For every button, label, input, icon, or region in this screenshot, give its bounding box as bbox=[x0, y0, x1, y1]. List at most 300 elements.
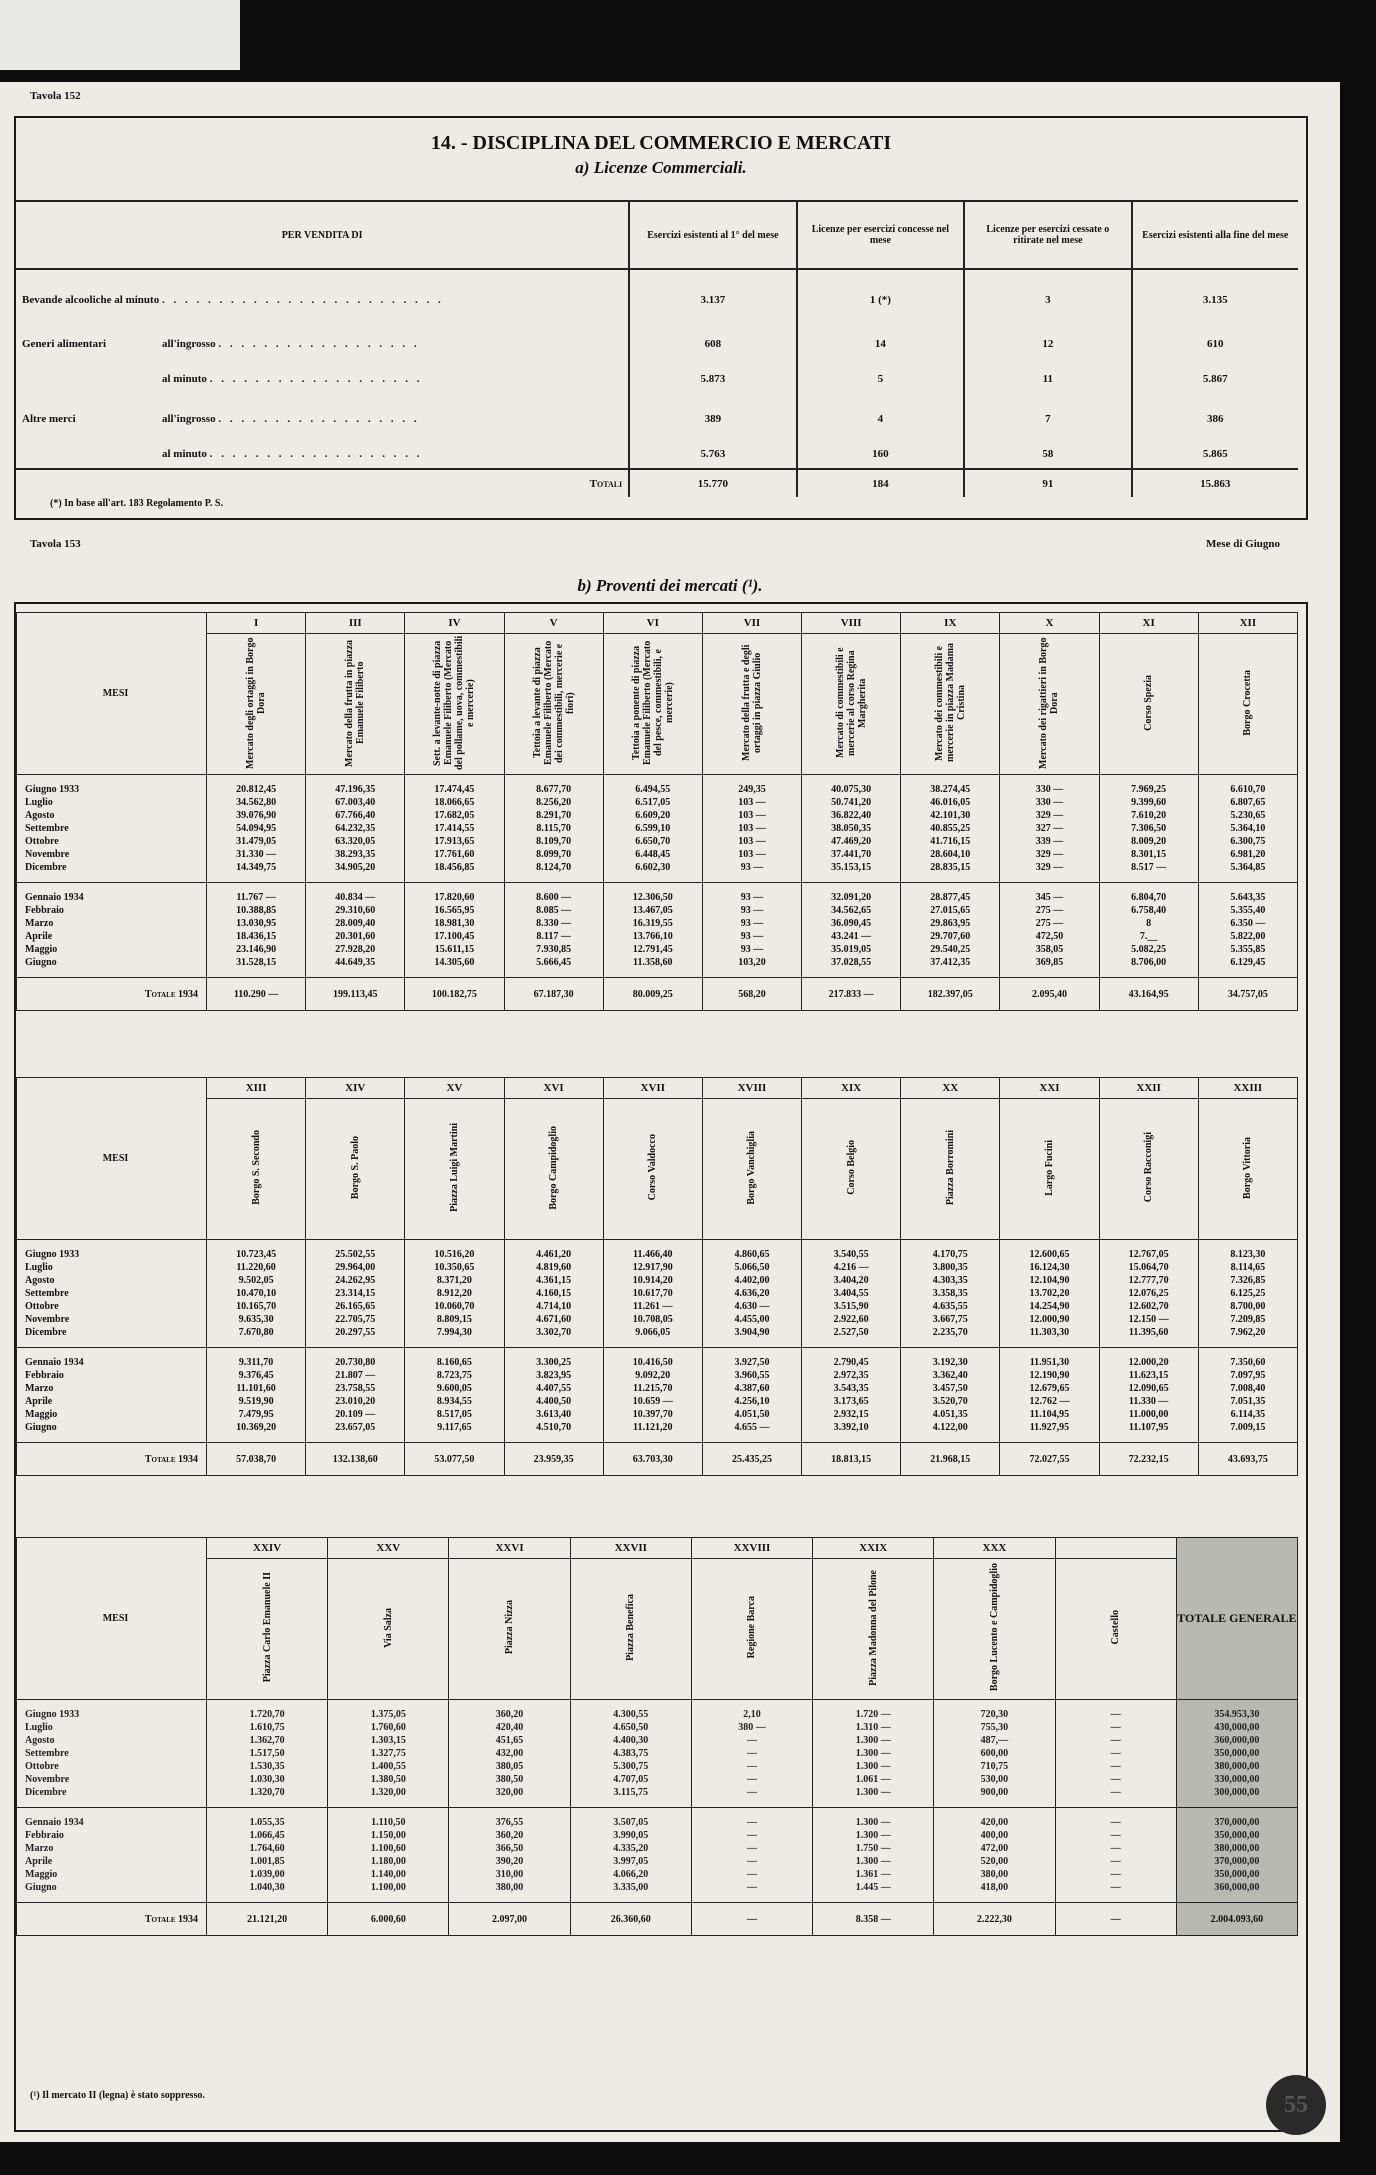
value-cell: 5.666,45 bbox=[536, 957, 572, 968]
value-cell: 720,30 bbox=[980, 1709, 1009, 1720]
market-number: XIX bbox=[802, 1078, 901, 1099]
value-cell: 1.039,00 bbox=[249, 1869, 285, 1880]
value-cell: 2,10 bbox=[743, 1709, 761, 1720]
value-cell: 103 — bbox=[738, 797, 766, 808]
market-number: VIII bbox=[802, 613, 901, 634]
cell: 5 bbox=[797, 359, 965, 399]
value-cell: 3.335,00 bbox=[613, 1882, 649, 1893]
cell: 15.770 bbox=[629, 469, 796, 497]
value-cell: 38.050,35 bbox=[831, 823, 872, 834]
value-cell: 4.636,20 bbox=[734, 1288, 770, 1299]
value-cell: 17.820,60 bbox=[434, 892, 475, 903]
value-cell: 21.807 — bbox=[335, 1370, 376, 1381]
value-cell: 8.114,65 bbox=[1230, 1262, 1266, 1273]
value-cell: 4.461,20 bbox=[536, 1249, 572, 1260]
value-cell: 28.835,15 bbox=[930, 862, 971, 873]
value-cell: 8.256,20 bbox=[536, 797, 572, 808]
value-cell: 28.604,10 bbox=[930, 849, 971, 860]
value-cell: 3.507,05 bbox=[613, 1817, 649, 1828]
market-name: Mercato degli ortaggi in Borgo Dora bbox=[207, 634, 306, 775]
total-cell: 63.703,30 bbox=[603, 1443, 702, 1476]
month-label: Febbraio bbox=[25, 905, 64, 916]
value-cell: 4.407,55 bbox=[536, 1383, 572, 1394]
value-column bbox=[603, 883, 702, 978]
market-number: I bbox=[207, 613, 306, 634]
value-cell: 64.232,35 bbox=[335, 823, 376, 834]
value-cell: 11.951,30 bbox=[1029, 1357, 1070, 1368]
value-cell: 8.809,15 bbox=[436, 1314, 472, 1325]
market-number: XVII bbox=[603, 1078, 702, 1099]
total-cell: 34.757,05 bbox=[1198, 978, 1297, 1011]
month-label: Gennaio 1934 bbox=[25, 892, 84, 903]
value-column bbox=[504, 883, 603, 978]
cell: 160 bbox=[797, 439, 965, 469]
value-cell: 13.467,05 bbox=[632, 905, 673, 916]
value-cell: 8.009,20 bbox=[1131, 836, 1167, 847]
market-name: Corso Belgio bbox=[802, 1099, 901, 1240]
value-cell: 710,75 bbox=[980, 1761, 1009, 1772]
value-column bbox=[1099, 1240, 1198, 1348]
value-column bbox=[405, 775, 504, 883]
cell: 5.867 bbox=[1132, 359, 1298, 399]
month-list bbox=[17, 1808, 207, 1903]
month-label: Marzo bbox=[25, 1843, 54, 1854]
value-cell: 5.355,40 bbox=[1230, 905, 1266, 916]
market-name: Corso Spezia bbox=[1099, 634, 1198, 775]
value-cell: 360,20 bbox=[495, 1709, 524, 1720]
total-cell: 72.232,15 bbox=[1099, 1443, 1198, 1476]
value-cell: 34.562,65 bbox=[831, 905, 872, 916]
value-cell: 329 — bbox=[1035, 862, 1064, 873]
value-cell: 5.066,50 bbox=[734, 1262, 770, 1273]
value-column bbox=[306, 1348, 405, 1443]
month-label: Novembre bbox=[25, 849, 70, 860]
value-cell: 1.140,00 bbox=[370, 1869, 406, 1880]
value-cell: 4.630 — bbox=[734, 1301, 770, 1312]
market-number: XXV bbox=[328, 1538, 449, 1559]
value-cell: 345 — bbox=[1035, 892, 1064, 903]
value-cell: 5.822,00 bbox=[1230, 931, 1266, 942]
value-cell: 28.009,40 bbox=[335, 918, 376, 929]
value-cell: 9.066,05 bbox=[635, 1327, 671, 1338]
value-cell: 8.723,75 bbox=[436, 1370, 472, 1381]
value-cell: 380,000,00 bbox=[1214, 1761, 1260, 1772]
total-cell: 110.290 — bbox=[207, 978, 306, 1011]
value-cell: 14.349,75 bbox=[236, 862, 277, 873]
value-cell: 380,00 bbox=[495, 1882, 524, 1893]
value-cell: 6.125,25 bbox=[1230, 1288, 1266, 1299]
value-cell: — bbox=[1110, 1869, 1121, 1880]
market-number: XXVIII bbox=[691, 1538, 812, 1559]
value-cell: 8.371,20 bbox=[436, 1275, 472, 1286]
value-cell: 29.863,95 bbox=[930, 918, 971, 929]
total-cell: 8.358 — bbox=[813, 1903, 934, 1936]
market-name: Borgo Campidoglio bbox=[504, 1099, 603, 1240]
total-cell: 132.138,60 bbox=[306, 1443, 405, 1476]
cell: 58 bbox=[964, 439, 1131, 469]
value-cell: 9.399,60 bbox=[1131, 797, 1167, 808]
value-cell: 11.261 — bbox=[633, 1301, 673, 1312]
cell: 184 bbox=[797, 469, 965, 497]
market-number: XII bbox=[1198, 613, 1297, 634]
market-name: Corso Valdocco bbox=[603, 1099, 702, 1240]
value-cell: 2.790,45 bbox=[833, 1357, 869, 1368]
value-cell: 1.362,70 bbox=[249, 1735, 285, 1746]
totale-generale-total: 2.004.093,60 bbox=[1176, 1903, 1297, 1936]
value-cell: 600,00 bbox=[980, 1748, 1009, 1759]
value-cell: — bbox=[746, 1817, 757, 1828]
value-cell: 13.030,95 bbox=[236, 918, 277, 929]
value-cell: 10.165,70 bbox=[236, 1301, 277, 1312]
value-cell: 67.766,40 bbox=[335, 810, 376, 821]
value-cell: 14.254,90 bbox=[1029, 1301, 1070, 1312]
market-name: Borgo Vittoria bbox=[1198, 1099, 1297, 1240]
value-cell: 38.274,45 bbox=[930, 784, 971, 795]
value-cell: 67.003,40 bbox=[335, 797, 376, 808]
value-cell: 3.997,05 bbox=[613, 1856, 649, 1867]
market-name: Mercato della frutta e degli ortaggi in piazza Giulio bbox=[702, 634, 801, 775]
value-cell: 11.215,70 bbox=[633, 1383, 673, 1394]
scan-margin bbox=[0, 0, 240, 70]
value-cell: 3.960,55 bbox=[734, 1370, 770, 1381]
value-cell: — bbox=[746, 1735, 757, 1746]
month-label: Luglio bbox=[25, 1722, 53, 1733]
value-cell: 10.060,70 bbox=[434, 1301, 475, 1312]
value-cell: 275 — bbox=[1035, 918, 1064, 929]
cell: 5.865 bbox=[1132, 439, 1298, 469]
value-cell: 4.051,50 bbox=[734, 1409, 770, 1420]
value-cell: 7.097,95 bbox=[1230, 1370, 1266, 1381]
value-cell: 12.000,20 bbox=[1128, 1357, 1169, 1368]
market-name: Mercato dei rigattieri in Borgo Dora bbox=[1000, 634, 1099, 775]
market-name: Mercato della frutta in piazza Emanuele Filiberto bbox=[306, 634, 405, 775]
market-number: XXI bbox=[1000, 1078, 1099, 1099]
value-cell: 10.914,20 bbox=[632, 1275, 673, 1286]
value-cell: 3.358,35 bbox=[932, 1288, 968, 1299]
value-cell: 8.085 — bbox=[536, 905, 572, 916]
value-cell: 432,00 bbox=[495, 1748, 524, 1759]
cell: 4 bbox=[797, 399, 965, 439]
value-cell: 1.517,50 bbox=[249, 1748, 285, 1759]
market-number: VII bbox=[702, 613, 801, 634]
value-cell: 9.600,05 bbox=[436, 1383, 472, 1394]
value-cell: 8.115,70 bbox=[536, 823, 571, 834]
value-cell: 3.457,50 bbox=[932, 1383, 968, 1394]
total-cell: 2.095,40 bbox=[1000, 978, 1099, 1011]
value-column bbox=[207, 1700, 328, 1808]
total-cell: 21.968,15 bbox=[901, 1443, 1000, 1476]
value-column bbox=[603, 775, 702, 883]
value-cell: 310,00 bbox=[495, 1869, 524, 1880]
month-label: Giugno 1933 bbox=[25, 784, 80, 795]
value-column bbox=[207, 1240, 306, 1348]
value-cell: 8.517,05 bbox=[436, 1409, 472, 1420]
cell: 7 bbox=[964, 399, 1131, 439]
total-cell: 53.077,50 bbox=[405, 1443, 504, 1476]
value-cell: 17.761,60 bbox=[434, 849, 475, 860]
value-cell: 12.104,90 bbox=[1029, 1275, 1070, 1286]
value-cell: 3.404,20 bbox=[833, 1275, 869, 1286]
cell: 3 bbox=[964, 269, 1131, 329]
value-cell: 1.764,60 bbox=[249, 1843, 285, 1854]
value-cell: 46.016,05 bbox=[930, 797, 971, 808]
value-cell: 17.682,05 bbox=[434, 810, 475, 821]
market-number: XXII bbox=[1099, 1078, 1198, 1099]
value-cell: 3.515,90 bbox=[833, 1301, 869, 1312]
market-number: XVI bbox=[504, 1078, 603, 1099]
value-cell: 10.708,05 bbox=[632, 1314, 673, 1325]
value-cell: 93 — bbox=[740, 862, 764, 873]
value-cell: 380,05 bbox=[495, 1761, 524, 1772]
month-label: Giugno bbox=[25, 1882, 57, 1893]
cell: 608 bbox=[629, 329, 796, 359]
value-cell: 17.414,55 bbox=[434, 823, 475, 834]
value-cell: 4.335,20 bbox=[613, 1843, 649, 1854]
value-cell: 5.355,85 bbox=[1230, 944, 1266, 955]
footnote-mercato: (¹) Il mercato II (legna) è stato soppresso. bbox=[30, 2090, 205, 2101]
value-cell: 900,00 bbox=[980, 1787, 1009, 1798]
value-cell: 93 — bbox=[740, 892, 764, 903]
value-column bbox=[901, 1348, 1000, 1443]
market-name: Borgo S. Paolo bbox=[306, 1099, 405, 1240]
value-cell: — bbox=[1110, 1748, 1121, 1759]
value-cell: 358,05 bbox=[1035, 944, 1064, 955]
value-cell: 6.448,45 bbox=[635, 849, 671, 860]
month-label: Agosto bbox=[25, 1275, 55, 1286]
value-cell: 4.455,00 bbox=[734, 1314, 770, 1325]
value-cell: 12.917,90 bbox=[632, 1262, 673, 1273]
month-label: Giugno bbox=[25, 1422, 57, 1433]
month-label: Maggio bbox=[25, 1869, 58, 1880]
total-cell: 43.164,95 bbox=[1099, 978, 1198, 1011]
value-cell: 10.350,65 bbox=[434, 1262, 475, 1273]
value-cell: 40.075,30 bbox=[831, 784, 872, 795]
col-header: Licenze per esercizi concesse nel mese bbox=[797, 201, 965, 269]
value-cell: 1.001,85 bbox=[249, 1856, 285, 1867]
value-cell: 31.330 — bbox=[236, 849, 277, 860]
value-cell: 7.051,35 bbox=[1230, 1396, 1266, 1407]
value-cell: 3.823,95 bbox=[536, 1370, 572, 1381]
value-cell: — bbox=[746, 1882, 757, 1893]
value-cell: 1.150,00 bbox=[370, 1830, 406, 1841]
cell: 15.863 bbox=[1132, 469, 1298, 497]
value-cell: 369,85 bbox=[1035, 957, 1064, 968]
value-cell: 1.300 — bbox=[855, 1748, 891, 1759]
month-list bbox=[17, 1348, 207, 1443]
value-column bbox=[1000, 1348, 1099, 1443]
value-cell: — bbox=[1110, 1774, 1121, 1785]
value-cell: 23.657,05 bbox=[335, 1422, 376, 1433]
totale-generale-header: TOTALE GENERALE bbox=[1176, 1538, 1297, 1700]
value-cell: 12.306,50 bbox=[632, 892, 673, 903]
value-cell: — bbox=[1110, 1817, 1121, 1828]
value-column bbox=[405, 1348, 504, 1443]
licenze-table bbox=[16, 200, 1298, 497]
market-name: Piazza Benefica bbox=[570, 1559, 691, 1700]
cell: 3.137 bbox=[629, 269, 796, 329]
value-cell: 11.623,15 bbox=[1128, 1370, 1169, 1381]
value-cell: 11.927,95 bbox=[1029, 1422, 1070, 1433]
cell: 14 bbox=[797, 329, 965, 359]
value-column bbox=[802, 1348, 901, 1443]
value-cell: 15.064,70 bbox=[1128, 1262, 1169, 1273]
month-label: Marzo bbox=[25, 1383, 54, 1394]
month-label: Agosto bbox=[25, 810, 55, 821]
value-cell: 400,00 bbox=[980, 1830, 1009, 1841]
value-cell: 31.528,15 bbox=[236, 957, 277, 968]
value-cell: 8.912,20 bbox=[436, 1288, 472, 1299]
section-title: 14. - DISCIPLINA DEL COMMERCIO E MERCATI bbox=[430, 132, 892, 154]
cell: 91 bbox=[964, 469, 1131, 497]
value-cell: 8.160,65 bbox=[436, 1357, 472, 1368]
value-cell: 330 — bbox=[1035, 784, 1064, 795]
value-cell: 275 — bbox=[1035, 905, 1064, 916]
value-cell: — bbox=[1110, 1735, 1121, 1746]
value-cell: 360,20 bbox=[495, 1830, 524, 1841]
value-cell: 13.702,20 bbox=[1029, 1288, 1070, 1299]
value-cell: 16.124,30 bbox=[1029, 1262, 1070, 1273]
totale-generale-column bbox=[1176, 1808, 1297, 1903]
value-cell: 25.502,55 bbox=[335, 1249, 376, 1260]
value-cell: 1.300 — bbox=[855, 1830, 891, 1841]
value-cell: 37.028,55 bbox=[831, 957, 872, 968]
value-cell: 10.723,45 bbox=[236, 1249, 277, 1260]
value-cell: — bbox=[746, 1774, 757, 1785]
value-cell: 366,50 bbox=[495, 1843, 524, 1854]
value-cell: 370,000,00 bbox=[1214, 1817, 1260, 1828]
value-cell: 11.000,00 bbox=[1128, 1409, 1169, 1420]
value-cell: 4.256,10 bbox=[734, 1396, 770, 1407]
value-cell: 350,000,00 bbox=[1214, 1748, 1260, 1759]
value-cell: — bbox=[1110, 1856, 1121, 1867]
cell: 1 (*) bbox=[797, 269, 965, 329]
month-label: Novembre bbox=[25, 1314, 70, 1325]
value-column bbox=[691, 1808, 812, 1903]
month-label: Mese di Giugno bbox=[1206, 538, 1280, 550]
value-cell: 9.311,70 bbox=[238, 1357, 274, 1368]
value-cell: 380,50 bbox=[495, 1774, 524, 1785]
value-cell: — bbox=[1110, 1843, 1121, 1854]
value-cell: 4.860,65 bbox=[734, 1249, 770, 1260]
value-cell: 93 — bbox=[740, 918, 764, 929]
row-label: Bevande alcooliche al minuto . . . . . . . . . . . . . . . . . . . . . . . . . bbox=[22, 293, 444, 306]
value-cell: 2.932,15 bbox=[833, 1409, 869, 1420]
value-cell: 320,00 bbox=[495, 1787, 524, 1798]
value-cell: 755,30 bbox=[980, 1722, 1009, 1733]
value-cell: 103 — bbox=[738, 849, 766, 860]
cell: 5.873 bbox=[629, 359, 796, 399]
value-column bbox=[207, 1808, 328, 1903]
month-label: Gennaio 1934 bbox=[25, 1357, 84, 1368]
value-cell: 472,50 bbox=[1035, 931, 1064, 942]
market-number: V bbox=[504, 613, 603, 634]
totale-label: Totale 1934 bbox=[17, 978, 207, 1011]
market-name: Piazza Madonna del Pilone bbox=[813, 1559, 934, 1700]
value-cell: 36.822,40 bbox=[831, 810, 872, 821]
market-number: IX bbox=[901, 613, 1000, 634]
value-cell: 360,000,00 bbox=[1214, 1882, 1260, 1893]
market-name: Largo Fucini bbox=[1000, 1099, 1099, 1240]
value-cell: 44.649,35 bbox=[335, 957, 376, 968]
value-cell: 7.008,40 bbox=[1230, 1383, 1266, 1394]
cell: 610 bbox=[1132, 329, 1298, 359]
value-cell: 6.517,05 bbox=[635, 797, 671, 808]
value-cell: 12.600,65 bbox=[1029, 1249, 1070, 1260]
col-header: Esercizi esistenti al 1° del mese bbox=[629, 201, 796, 269]
cell: 389 bbox=[629, 399, 796, 439]
value-cell: 17.913,65 bbox=[434, 836, 475, 847]
value-cell: 1.040,30 bbox=[249, 1882, 285, 1893]
value-cell: 8.517 — bbox=[1131, 862, 1167, 873]
table-number-153: Tavola 153 bbox=[30, 538, 81, 550]
value-column bbox=[449, 1700, 570, 1808]
market-number: XXIV bbox=[207, 1538, 328, 1559]
value-cell: 6.804,70 bbox=[1131, 892, 1167, 903]
value-cell: 1.530,35 bbox=[249, 1761, 285, 1772]
value-cell: 47.196,35 bbox=[335, 784, 376, 795]
value-cell: 9.117,65 bbox=[437, 1422, 472, 1433]
value-cell: 93 — bbox=[740, 931, 764, 942]
value-cell: 6.599,10 bbox=[635, 823, 671, 834]
value-cell: 7.994,30 bbox=[436, 1327, 472, 1338]
value-cell: 11.220,60 bbox=[236, 1262, 276, 1273]
value-cell: 3.302,70 bbox=[536, 1327, 572, 1338]
value-cell: 5.364,85 bbox=[1230, 862, 1266, 873]
value-cell: 354.953,30 bbox=[1214, 1709, 1260, 1720]
value-cell: 451,65 bbox=[495, 1735, 524, 1746]
total-cell: 217.833 — bbox=[802, 978, 901, 1011]
value-column bbox=[802, 775, 901, 883]
value-cell: 3.300,25 bbox=[536, 1357, 572, 1368]
value-cell: 6.650,70 bbox=[635, 836, 671, 847]
value-cell: 350,000,00 bbox=[1214, 1830, 1260, 1841]
value-column bbox=[901, 775, 1000, 883]
value-cell: 23.314,15 bbox=[335, 1288, 376, 1299]
value-cell: 9.635,30 bbox=[238, 1314, 274, 1325]
total-cell: — bbox=[691, 1903, 812, 1936]
value-cell: 1.030,30 bbox=[249, 1774, 285, 1785]
value-cell: 10.416,50 bbox=[632, 1357, 673, 1368]
value-cell: 6.350 — bbox=[1230, 918, 1266, 929]
value-cell: 103 — bbox=[738, 823, 766, 834]
value-column bbox=[1000, 775, 1099, 883]
value-column bbox=[306, 1240, 405, 1348]
value-cell: 18.436,15 bbox=[236, 931, 277, 942]
value-cell: 29.540,25 bbox=[930, 944, 971, 955]
value-column bbox=[207, 883, 306, 978]
value-cell: 6.981,20 bbox=[1230, 849, 1266, 860]
total-label: Totali bbox=[589, 477, 623, 490]
value-cell: 37.412,35 bbox=[930, 957, 971, 968]
value-cell: 8.301,15 bbox=[1131, 849, 1167, 860]
value-cell: 2.527,50 bbox=[833, 1327, 869, 1338]
value-column bbox=[570, 1700, 691, 1808]
value-column bbox=[1198, 1240, 1297, 1348]
value-cell: 4.819,60 bbox=[536, 1262, 572, 1273]
month-list bbox=[17, 1700, 207, 1808]
value-cell: 380 — bbox=[738, 1722, 766, 1733]
value-cell: 330 — bbox=[1035, 797, 1064, 808]
market-number: XV bbox=[405, 1078, 504, 1099]
footnote: (*) In base all'art. 183 Regolamento P. S. bbox=[50, 498, 223, 509]
value-cell: 5.364,10 bbox=[1230, 823, 1266, 834]
total-cell: 2.222,30 bbox=[934, 1903, 1055, 1936]
value-column bbox=[702, 775, 801, 883]
row-label: al minuto . . . . . . . . . . . . . . . . . . . bbox=[162, 373, 423, 385]
value-cell: 31.479,05 bbox=[236, 836, 277, 847]
value-cell: 4.671,60 bbox=[536, 1314, 572, 1325]
value-cell: 39.076,90 bbox=[236, 810, 277, 821]
